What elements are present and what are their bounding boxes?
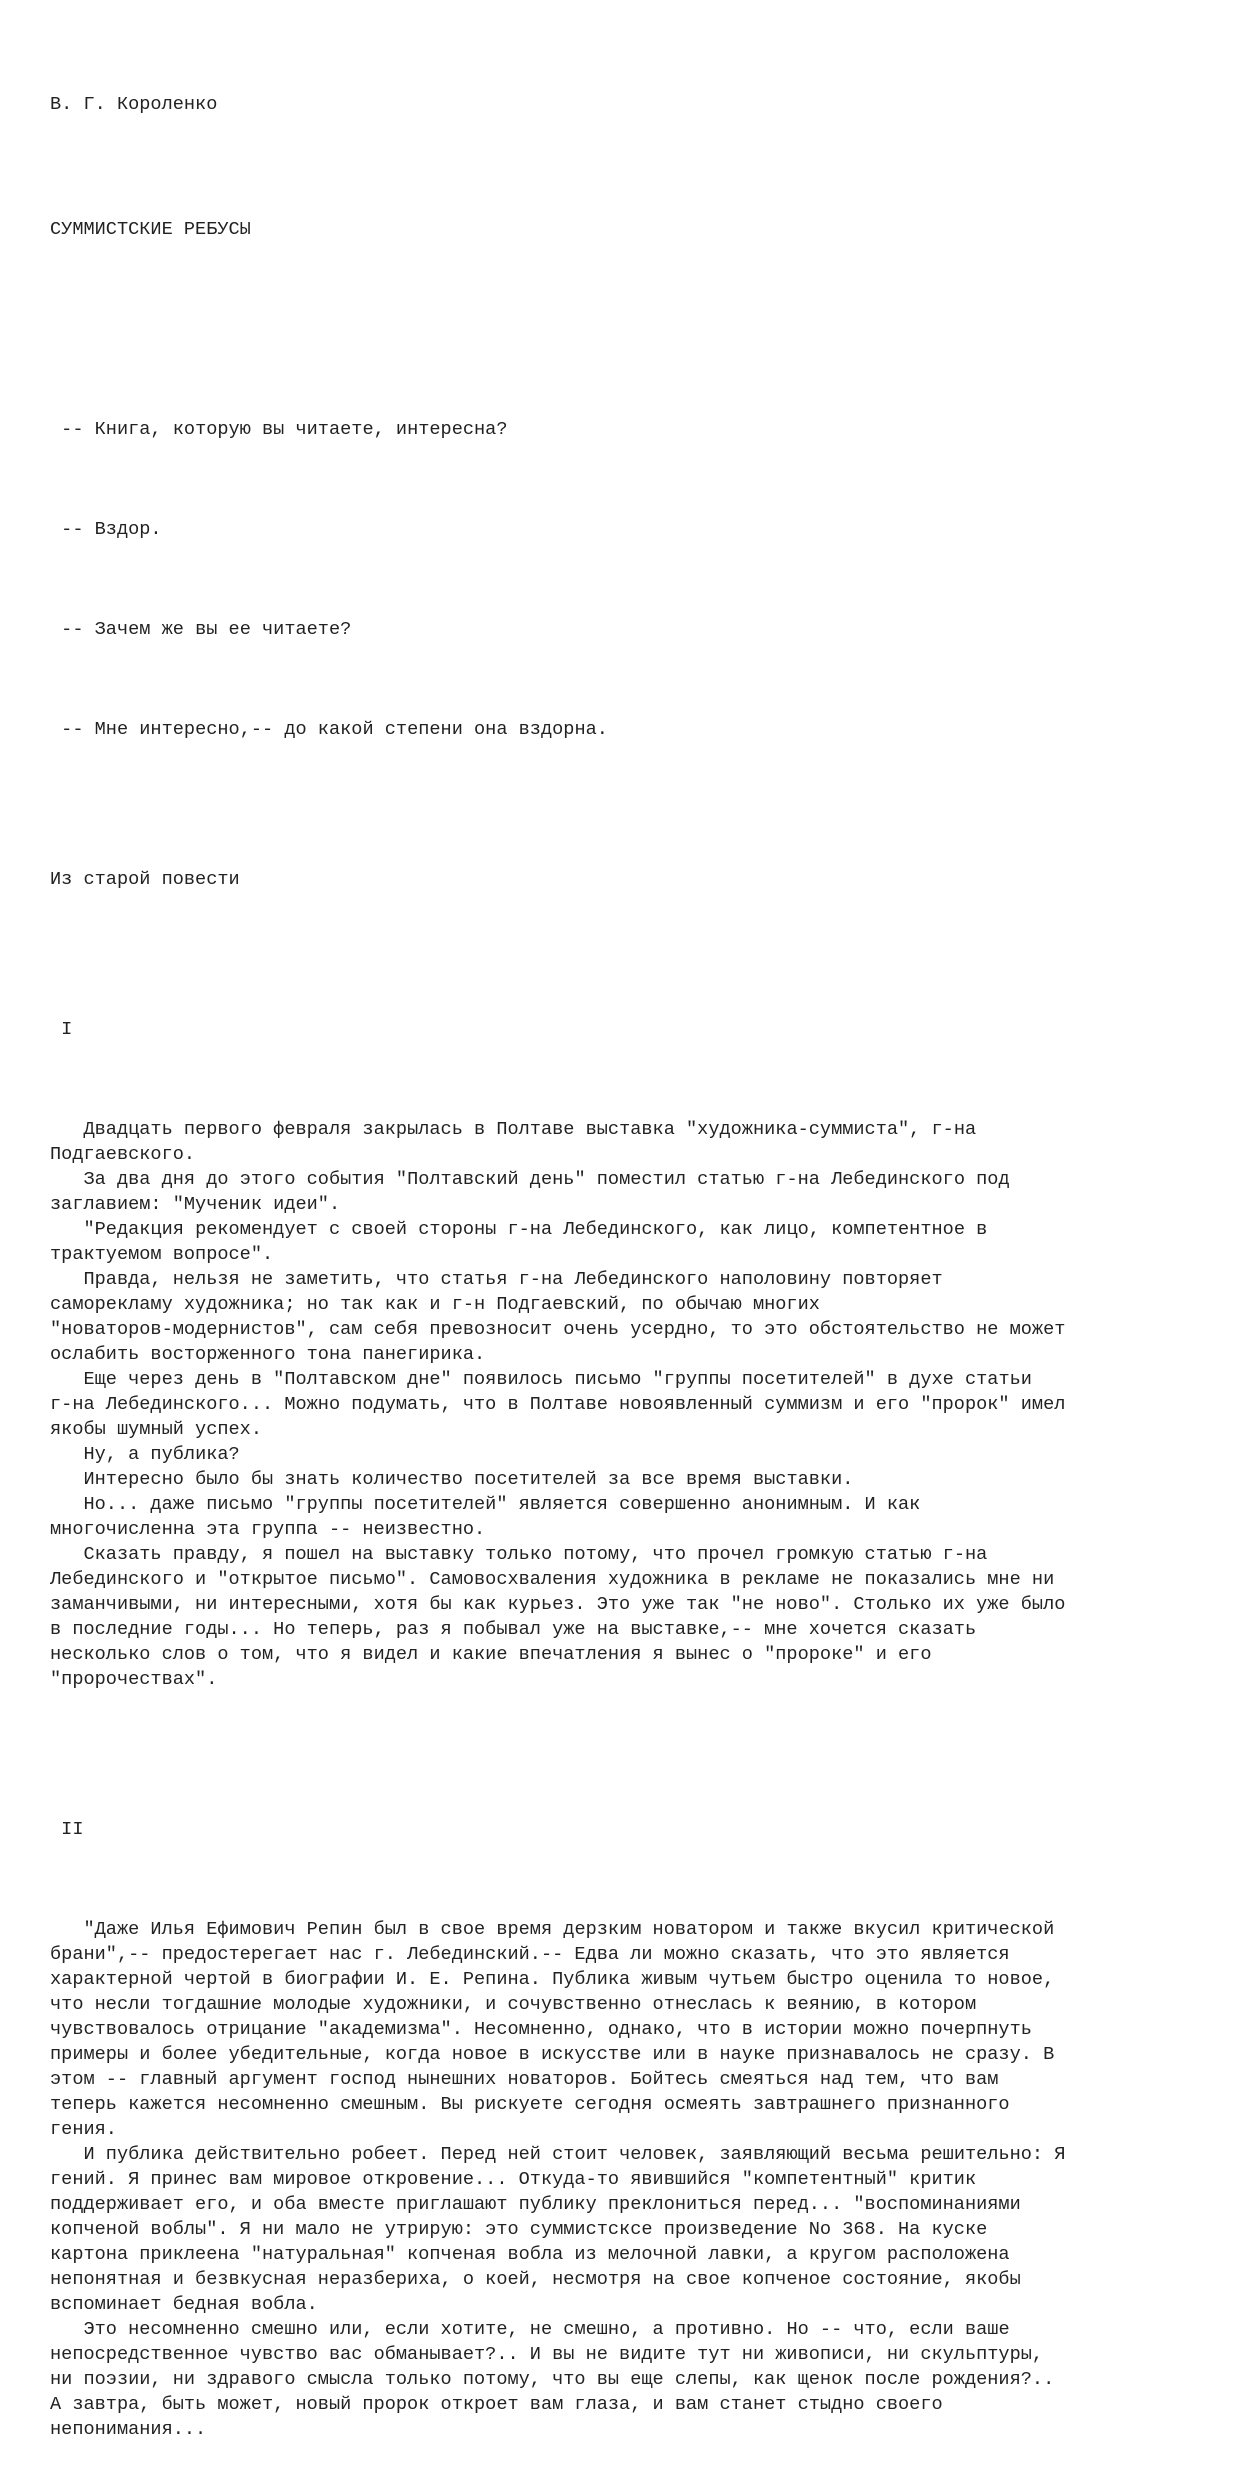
text-line: Еще через день в "Полтавском дне" появилось письмо "группы посетителей" в духе статьи [50,1369,1032,1390]
text-line: "Даже Илья Ефимович Репин был в свое время дерзким новатором и также вкусил критической [50,1919,1055,1940]
text-line: примеры и более убедительные, когда новое в искусстве или в науке признавалось не сразу. В [50,2044,1055,2065]
text-line: "Редакция рекомендует с своей стороны г-на Лебединского, как лицо, компетентное в [50,1219,988,1240]
text-line: гений. Я принес вам мировое откровение... Откуда-то явившийся "компетентный" критик [50,2169,977,2190]
text-line: что несли тогдашние молодые художники, и сочувственно отнеслась к веянию, в котором [50,1994,977,2015]
text-line: якобы шумный успех. [50,1419,263,1440]
text-line: копченой воблы". Я ни мало не утрирую: это суммистсксе произведение No 368. На куске [50,2219,988,2240]
text-line: саморекламу художника; но так как и г-н Подгаевский, по обычаю многих [50,1294,820,1315]
section-number-2: II [50,1819,84,1840]
text-line: многочисленна эта группа -- неизвестно. [50,1519,486,1540]
text-line: непонимания... [50,2419,207,2440]
text-line: чувствовалось отрицание "академизма". Несомненно, однако, что в истории можно почерпнуть [50,2019,1032,2040]
epigraph-source: Из старой повести [50,869,240,890]
text-line: этом -- главный аргумент господ нынешних новаторов. Бойтесь смеяться над тем, что вам [50,2069,999,2090]
text-line: ослабить восторженного тона панегирика. [50,1344,486,1365]
text-line: гения. [50,2119,117,2140]
epigraph-line: -- Зачем же вы ее читаете? [50,619,352,640]
author-name: В. Г. Короленко [50,94,218,115]
text-line: Сказать правду, я пошел на выставку только потому, что прочел громкую статью г-на [50,1544,988,1565]
text-line: г-на Лебединского... Можно подумать, что в Полтаве новоявленный суммизм и его "пророк" имел [50,1394,1066,1415]
text-line: характерной чертой в биографии И. Е. Репина. Публика живым чутьем быстро оценила то новое, [50,1969,1055,1990]
text-line: За два дня до этого события "Полтавский день" поместил статью г-на Лебединского под [50,1169,1010,1190]
text-line: Правда, нельзя не заметить, что статья г-на Лебединского наполовину повторяет [50,1269,943,1290]
text-line: Это несомненно смешно или, если хотите, не смешно, а противно. Но -- что, если ваше [50,2319,1010,2340]
section-number-1: I [50,1019,73,1040]
text-line: Но... даже письмо "группы посетителей" является совершенно анонимным. И как [50,1494,921,1515]
document-page [50,42,1210,2467]
text-line: ни поэзии, ни здравого смысла только потому, что вы еще слепы, как щенок после рождения?.. [50,2369,1055,2390]
text-line: Ну, а публика? [50,1444,240,1465]
text-line: "новаторов-модернистов", сам себя превозносит очень усердно, то это обстоятельство не может [50,1319,1066,1340]
text-line: несколько слов о том, что я видел и какие впечатления я вынес о "пророке" и его [50,1644,932,1665]
text-line: "пророчествах". [50,1669,218,1690]
section-2-text [50,1917,1210,2442]
epigraph [50,367,1210,792]
document-title: СУММИСТСКИЕ РЕБУСЫ [50,219,251,240]
text-line: непосредственное чувство вас обманывает?.. И вы не видите тут ни живописи, ни скульптуры, [50,2344,1044,2365]
text-line: брани",-- предостерегает нас г. Лебединский.-- Едва ли можно сказать, что это является [50,1944,1010,1965]
text-line: Подгаевского. [50,1144,196,1165]
text-line: непонятная и безвкусная неразбериха, о коей, несмотря на свое копченое состояние, якобы [50,2269,1021,2290]
text-line: И публика действительно робеет. Перед ней стоит человек, заявляющий весьма решительно: Я [50,2144,1066,2165]
text-line: в последние годы... Но теперь, раз я побывал уже на выставке,-- мне хочется сказать [50,1619,977,1640]
text-line: А завтра, быть может, новый пророк откроет вам глаза, и вам станет стыдно своего [50,2394,943,2415]
text-line: заманчивыми, ни интересными, хотя бы как курьез. Это уже так "не ново". Столько их уже было [50,1594,1066,1615]
epigraph-line: -- Книга, которую вы читаете, интересна? [50,419,508,440]
text-line: поддерживает его, и оба вместе приглашают публику преклониться перед... "воспоминаниями [50,2194,1021,2215]
text-line: вспоминает бедная вобла. [50,2294,318,2315]
text-line: Лебединского и "открытое письмо". Самовосхваления художника в рекламе не показались мне ни [50,1569,1055,1590]
epigraph-line: -- Мне интересно,-- до какой степени она вздорна. [50,719,608,740]
text-line: Интересно было бы знать количество посетителей за все время выставки. [50,1469,854,1490]
text-line: заглавием: "Мученик идеи". [50,1194,341,1215]
text-line: теперь кажется несомненно смешным. Вы рискуете сегодня осмеять завтрашнего признанного [50,2094,1010,2115]
text-line: Двадцать первого февраля закрылась в Полтаве выставка "художника-суммиста", г-на [50,1119,977,1140]
text-line: трактуемом вопросе". [50,1244,274,1265]
text-line: картона приклеена "натуральная" копченая вобла из мелочной лавки, а кругом расположена [50,2244,1010,2265]
epigraph-line: -- Вздор. [50,519,162,540]
section-1-text [50,1117,1210,1692]
